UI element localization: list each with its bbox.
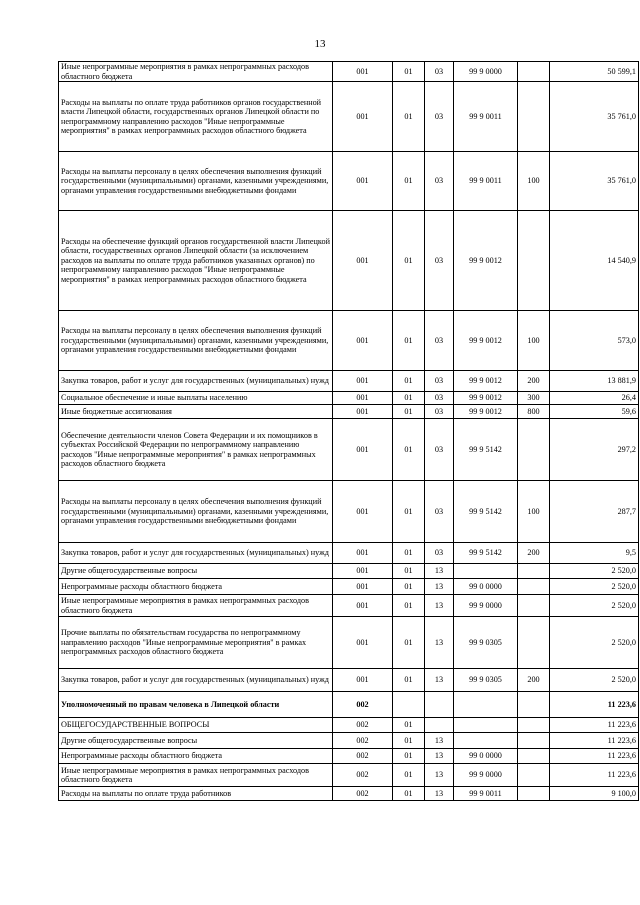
cell-ved-code: 002 [333,787,393,801]
cell-subsection-code: 03 [425,211,454,311]
cell-name: Уполномоченный по правам человека в Липецкой области [59,692,333,718]
cell-target-code: 99 9 0012 [454,211,518,311]
cell-name: Иные бюджетные ассигнования [59,405,333,419]
cell-amount: 11 223,6 [550,764,639,787]
cell-subsection-code: 13 [425,669,454,692]
cell-ved-code: 001 [333,595,393,617]
cell-ved-code: 001 [333,617,393,669]
table-row [59,392,639,405]
cell-expense-type-code [518,733,550,749]
cell-target-code: 99 9 5142 [454,481,518,543]
cell-expense-type-code: 100 [518,152,550,211]
table-row [59,543,639,564]
table-row [59,764,639,787]
cell-amount: 11 223,6 [550,749,639,764]
cell-ved-code: 001 [333,543,393,564]
cell-name: Закупка товаров, работ и услуг для государственных (муниципальных) нужд [59,669,333,692]
cell-amount: 297,2 [550,419,639,481]
cell-section-code: 01 [393,718,425,733]
cell-subsection-code: 03 [425,405,454,419]
table-row [59,692,639,718]
table-row [59,82,639,152]
cell-amount: 14 540,9 [550,211,639,311]
cell-amount: 2 520,0 [550,669,639,692]
cell-target-code: 99 9 0305 [454,617,518,669]
cell-target-code [454,692,518,718]
table-row [59,718,639,733]
cell-expense-type-code [518,82,550,152]
cell-expense-type-code: 800 [518,405,550,419]
cell-expense-type-code [518,579,550,595]
cell-ved-code: 001 [333,152,393,211]
cell-name: Иные непрограммные мероприятия в рамках непрограммных расходов областного бюджета [59,595,333,617]
cell-section-code: 01 [393,617,425,669]
cell-section-code: 01 [393,82,425,152]
cell-name: Обеспечение деятельности членов Совета Федерации и их помощников в субъектах Российской Федерации по непрограммному направлению расходов "Иные непрограммные мероприятия" в рамках непрограммных расходов областного бюджета [59,419,333,481]
cell-expense-type-code: 200 [518,543,550,564]
table-row [59,405,639,419]
cell-expense-type-code [518,749,550,764]
cell-target-code: 99 9 5142 [454,419,518,481]
cell-section-code: 01 [393,764,425,787]
cell-subsection-code: 03 [425,419,454,481]
cell-expense-type-code [518,595,550,617]
cell-section-code: 01 [393,749,425,764]
cell-ved-code: 001 [333,311,393,371]
cell-ved-code: 001 [333,62,393,82]
cell-name: ОБЩЕГОСУДАРСТВЕННЫЕ ВОПРОСЫ [59,718,333,733]
cell-amount: 9,5 [550,543,639,564]
cell-expense-type-code [518,692,550,718]
cell-subsection-code: 03 [425,152,454,211]
cell-name: Иные непрограммные мероприятия в рамках непрограммных расходов областного бюджета [59,764,333,787]
budget-table [58,61,639,801]
cell-ved-code: 002 [333,692,393,718]
cell-section-code: 01 [393,564,425,579]
cell-section-code: 01 [393,733,425,749]
cell-target-code: 99 9 0000 [454,62,518,82]
cell-amount: 35 761,0 [550,82,639,152]
cell-section-code: 01 [393,311,425,371]
cell-name: Расходы на выплаты по оплате труда работников [59,787,333,801]
cell-target-code: 99 9 0012 [454,311,518,371]
cell-section-code: 01 [393,669,425,692]
table-row [59,62,639,82]
cell-subsection-code: 03 [425,481,454,543]
table-row [59,311,639,371]
cell-amount: 11 223,6 [550,692,639,718]
cell-section-code: 01 [393,543,425,564]
cell-name: Другие общегосударственные вопросы [59,733,333,749]
cell-target-code: 99 0 0000 [454,579,518,595]
budget-table-body [59,62,639,801]
cell-ved-code: 001 [333,82,393,152]
cell-expense-type-code: 100 [518,311,550,371]
cell-target-code: 99 9 0011 [454,152,518,211]
cell-expense-type-code: 200 [518,371,550,392]
cell-amount: 2 520,0 [550,564,639,579]
cell-subsection-code [425,692,454,718]
cell-amount: 11 223,6 [550,733,639,749]
cell-ved-code: 001 [333,419,393,481]
cell-ved-code: 001 [333,371,393,392]
cell-amount: 13 881,9 [550,371,639,392]
table-row [59,152,639,211]
cell-expense-type-code [518,617,550,669]
table-row [59,787,639,801]
cell-ved-code: 001 [333,405,393,419]
cell-section-code: 01 [393,481,425,543]
cell-name: Расходы на выплаты персоналу в целях обеспечения выполнения функций государственными (муниципальными) органами, казенными учреждениями, органами управления государственными внебюджетными фондами [59,152,333,211]
cell-name: Расходы на выплаты персоналу в целях обеспечения выполнения функций государственными (муниципальными) органами, казенными учреждениями, органами управления государственными внебюджетными фондами [59,311,333,371]
cell-amount: 2 520,0 [550,595,639,617]
cell-target-code: 99 0 0000 [454,749,518,764]
table-row [59,481,639,543]
cell-target-code: 99 9 0012 [454,405,518,419]
cell-ved-code: 001 [333,392,393,405]
cell-expense-type-code [518,564,550,579]
cell-expense-type-code [518,211,550,311]
cell-expense-type-code [518,718,550,733]
cell-target-code: 99 9 0011 [454,787,518,801]
cell-subsection-code [425,718,454,733]
table-row [59,211,639,311]
cell-target-code: 99 9 0012 [454,371,518,392]
table-row [59,617,639,669]
cell-section-code [393,692,425,718]
cell-section-code: 01 [393,152,425,211]
cell-target-code: 99 9 0012 [454,392,518,405]
table-row [59,564,639,579]
cell-amount: 11 223,6 [550,718,639,733]
cell-ved-code: 001 [333,211,393,311]
cell-target-code: 99 9 0011 [454,82,518,152]
cell-expense-type-code [518,764,550,787]
cell-target-code: 99 9 0000 [454,764,518,787]
cell-subsection-code: 03 [425,392,454,405]
cell-subsection-code: 03 [425,371,454,392]
cell-subsection-code: 03 [425,543,454,564]
cell-amount: 2 520,0 [550,579,639,595]
cell-subsection-code: 03 [425,82,454,152]
cell-ved-code: 002 [333,749,393,764]
table-row [59,733,639,749]
cell-target-code [454,564,518,579]
table-row [59,419,639,481]
table-row [59,749,639,764]
cell-amount: 26,4 [550,392,639,405]
cell-subsection-code: 13 [425,749,454,764]
table-row [59,595,639,617]
cell-ved-code: 001 [333,481,393,543]
cell-subsection-code: 13 [425,764,454,787]
cell-expense-type-code [518,62,550,82]
cell-amount: 50 599,1 [550,62,639,82]
cell-target-code: 99 9 0305 [454,669,518,692]
cell-expense-type-code [518,787,550,801]
table-row [59,579,639,595]
cell-subsection-code: 13 [425,564,454,579]
cell-name: Расходы на выплаты по оплате труда работников органов государственной власти Липецкой области, государственных органов Липецкой области по непрограммному направлению расходов "Иные непрограммные мероприятия" в рамках непрограммных расходов областного бюджета [59,82,333,152]
table-row [59,371,639,392]
cell-subsection-code: 13 [425,595,454,617]
cell-ved-code: 002 [333,764,393,787]
cell-amount: 35 761,0 [550,152,639,211]
cell-section-code: 01 [393,595,425,617]
cell-amount: 573,0 [550,311,639,371]
cell-subsection-code: 13 [425,733,454,749]
cell-subsection-code: 03 [425,62,454,82]
cell-ved-code: 002 [333,733,393,749]
cell-subsection-code: 13 [425,617,454,669]
cell-expense-type-code: 100 [518,481,550,543]
cell-ved-code: 001 [333,669,393,692]
cell-ved-code: 001 [333,564,393,579]
cell-amount: 2 520,0 [550,617,639,669]
page-number: 13 [314,38,326,50]
cell-section-code: 01 [393,392,425,405]
cell-target-code: 99 9 5142 [454,543,518,564]
cell-name: Другие общегосударственные вопросы [59,564,333,579]
cell-section-code: 01 [393,62,425,82]
cell-section-code: 01 [393,579,425,595]
cell-ved-code: 001 [333,579,393,595]
cell-section-code: 01 [393,405,425,419]
cell-name: Непрограммные расходы областного бюджета [59,749,333,764]
cell-expense-type-code: 200 [518,669,550,692]
cell-subsection-code: 03 [425,311,454,371]
cell-name: Непрограммные расходы областного бюджета [59,579,333,595]
cell-subsection-code: 13 [425,787,454,801]
cell-name: Расходы на обеспечение функций органов государственной власти Липецкой области, государственных органов Липецкой области (за исключением расходов на выплаты по оплате труда работников указанных органов) по непрограммному направлению расходов "Иные непрограммные мероприятия" в рамках непрограммных расходов областного бюджета [59,211,333,311]
cell-name: Социальное обеспечение и иные выплаты населению [59,392,333,405]
cell-subsection-code: 13 [425,579,454,595]
cell-amount: 9 100,0 [550,787,639,801]
cell-expense-type-code [518,419,550,481]
cell-name: Закупка товаров, работ и услуг для государственных (муниципальных) нужд [59,543,333,564]
cell-section-code: 01 [393,211,425,311]
cell-expense-type-code: 300 [518,392,550,405]
table-row [59,669,639,692]
cell-amount: 59,6 [550,405,639,419]
cell-section-code: 01 [393,371,425,392]
cell-target-code: 99 9 0000 [454,595,518,617]
cell-name: Иные непрограммные мероприятия в рамках непрограммных расходов областного бюджета [59,62,333,82]
cell-section-code: 01 [393,419,425,481]
cell-section-code: 01 [393,787,425,801]
cell-name: Расходы на выплаты персоналу в целях обеспечения выполнения функций государственными (муниципальными) органами, казенными учреждениями, органами управления государственными внебюджетными фондами [59,481,333,543]
cell-ved-code: 002 [333,718,393,733]
cell-target-code [454,718,518,733]
cell-amount: 287,7 [550,481,639,543]
cell-name: Прочие выплаты по обязательствам государства по непрограммному направлению расходов "Иные непрограммные мероприятия" в рамках непрограммных расходов областного бюджета [59,617,333,669]
cell-name: Закупка товаров, работ и услуг для государственных (муниципальных) нужд [59,371,333,392]
cell-target-code [454,733,518,749]
